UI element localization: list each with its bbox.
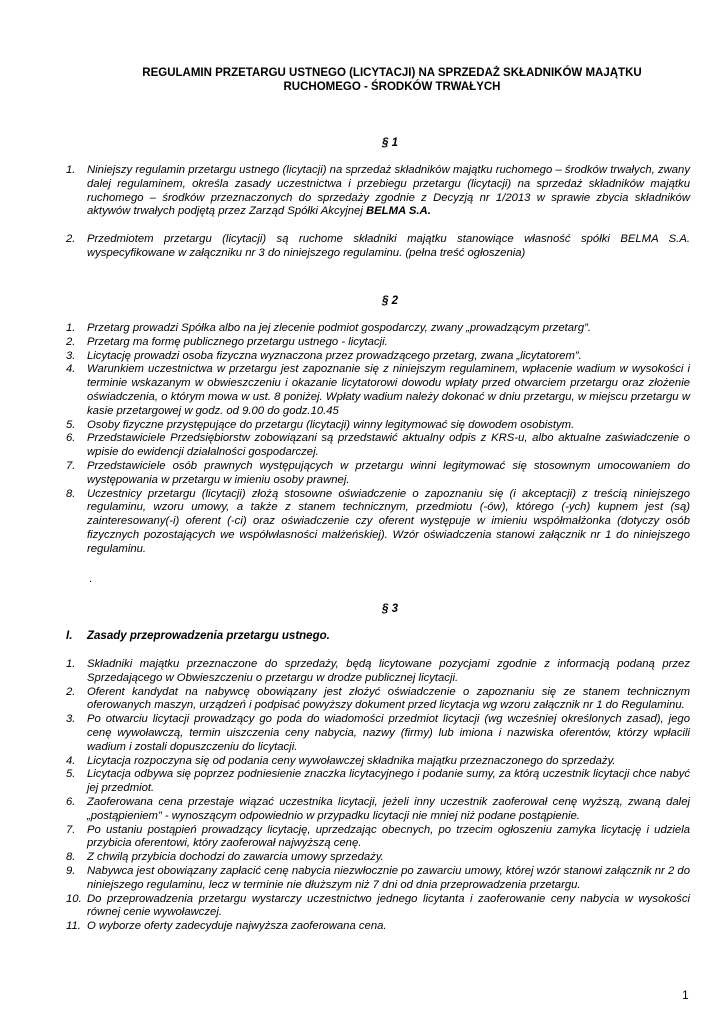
item-text: Nabywca jest obowiązany zapłacić cenę nabycia niezwłocznie po zawarciu umowy, której wzór stanowi załącznik nr 2 do niniejszego regulaminu, lecz w terminie nie dłuższym niż 7 dni od dnia przeprowadzenia przetargu. bbox=[87, 864, 690, 891]
section-2-list bbox=[66, 322, 690, 557]
item-number: 1. bbox=[66, 658, 76, 670]
item-text: Licytację prowadzi osoba fizyczna wyznaczona przez prowadzącego przetarg, zwana „licytatorem”. bbox=[87, 349, 582, 362]
item-text: Przedstawiciele osób prawnych występujących w przetargu winni legitymować się stosownym umocowaniem do występowania w przetargu w imieniu osoby prawnej. bbox=[87, 459, 690, 486]
item-text: Przedmiotem przetargu (licytacji) są ruchome składniki majątku stanowiące własność spółki BELMA S.A. wyspecyfikowane w załączniku nr 3 do niniejszego regulaminu. (pełna treść ogłoszenia) bbox=[87, 233, 690, 259]
item-number: 11. bbox=[66, 920, 81, 933]
item-text: Po ustaniu postąpień prowadzący licytację, uprzedzając obecnych, po trzecim ogłoszeniu zamyka licytację i udziela przybicia oferentowi, który zaoferował najwyższą cenę. bbox=[87, 823, 690, 850]
item-text: Po otwarciu licytacji prowadzący go poda do wiadomości przedmiot licytacji (wg wcześniej określonych zasad), jego cenę wywoławczą, termin uiszczenia ceny nabycia, nazwy (firmy) lub imiona i nazwiska oferentów, którzy wpłacili wadium i zostali dopuszczeniu do licytacji. bbox=[87, 713, 690, 753]
item-number: 4. bbox=[66, 754, 76, 767]
item-text: Licytacja rozpoczyna się od podania ceny wywoławczej składnika majątku przeznaczonego do sprzedaży. bbox=[87, 754, 616, 767]
item-number: 3. bbox=[66, 713, 76, 726]
item-text: Do przeprowadzenia przetargu wystarczy uczestnictwo jednego licytanta i zaoferowanie ceny nabycia w wysokości równej cenie wywoławczej. bbox=[87, 892, 690, 919]
section-3-item bbox=[66, 658, 690, 686]
company-name: BELMA S.A. bbox=[365, 205, 431, 218]
item-number: 5. bbox=[66, 418, 76, 431]
document-title bbox=[60, 66, 724, 94]
section-3-item bbox=[66, 865, 690, 893]
subheading-number: I. bbox=[66, 630, 73, 642]
section-2-heading: § 2 bbox=[382, 295, 398, 307]
item-text: Uczestnicy przetargu (licytacji) złożą stosowne oświadczenie o zapoznaniu się (i akceptacji) z treścią niniejszego regulaminu, wzoru umowy, a także z stanem technicznym, przedmiotu (-ów), którego (-ych) kupnem jest (są) zainteresowany(-i) oferent (-ci) oraz oświadczenie czy oferent występuje w imieniu współmałżonka (dotyczy osób fizycznych pozostających we współwłasności małżeńskiej). Wzór oświadczenia stanowi załącznik nr 1 do niniejszego regulaminu. bbox=[87, 487, 690, 555]
item-text: Przetarg prowadzi Spółka albo na jej zlecenie podmiot gospodarczy, zwany „prowadzącym przetarg”. bbox=[87, 322, 592, 334]
item-text: Osoby fizyczne przystępujące do przetargu (licytacji) winny legitymować się dowodem osobistym. bbox=[87, 418, 575, 431]
section-2-item bbox=[66, 488, 690, 557]
section-2-item bbox=[66, 363, 690, 418]
title-line-2: RUCHOMEGO - ŚRODKÓW TRWAŁYCH bbox=[283, 81, 501, 93]
section-3-item bbox=[66, 755, 690, 769]
item-number: 5. bbox=[66, 768, 76, 781]
stray-dot: . bbox=[89, 573, 93, 585]
section-2-item bbox=[66, 336, 690, 350]
subheading-text: Zasady przeprowadzenia przetargu ustnego. bbox=[87, 630, 330, 642]
item-text: O wyborze oferty zadecyduje najwyższa zaoferowana cena. bbox=[87, 920, 387, 933]
item-text: Z chwilą przybicia dochodzi do zawarcia umowy sprzedaży. bbox=[87, 851, 384, 864]
section-2-item bbox=[66, 419, 690, 433]
item-number: 3. bbox=[66, 349, 76, 362]
item-number: 7. bbox=[66, 459, 76, 472]
section-2-item bbox=[66, 460, 690, 488]
page-number: 1 bbox=[682, 988, 689, 1002]
section-3-item bbox=[66, 768, 690, 796]
section-3-item bbox=[66, 796, 690, 824]
item-number: 6. bbox=[66, 432, 76, 445]
item-text: Zaoferowana cena przestaje wiązać uczestnika licytacji, jeżeli inny uczestnik zaoferował cenę wyższą, zwaną dalej „postąpieniem” - wynoszącym odpowiednio w przypadku licytacji nie mniej niż podane postąpienie. bbox=[87, 795, 690, 822]
section-3-list bbox=[66, 658, 690, 934]
section-3-item bbox=[66, 713, 690, 754]
section-2-item bbox=[66, 350, 690, 364]
item-number: 2. bbox=[66, 335, 76, 348]
item-number: 1. bbox=[66, 322, 76, 334]
section-1-heading: § 1 bbox=[382, 137, 398, 149]
item-number: 6. bbox=[66, 795, 76, 808]
section-3-item bbox=[66, 851, 690, 865]
section-2-item bbox=[66, 322, 690, 336]
item-number: 8. bbox=[66, 851, 76, 864]
item-number: 2. bbox=[66, 233, 76, 246]
item-text: Składniki majątku przeznaczone do sprzedaży, będą licytowane pozycjami zgodnie z informacją podaną przez Sprzedającego w Obwieszczeniu o przetargu w drodze publicznej licytacji. bbox=[87, 658, 690, 684]
item-text: Niniejszy regulamin przetargu ustnego (licytacji) na sprzedaż składników majątku ruchomego – środków trwałych, zwany dalej regulaminem, określa zasady uczestnictwa i przebiegu przetargu (licytacji) na sprzedaż składników majątku ruchomego – środków przeznaczonych do sprzedaży zgodnie z Decyzją nr 1/2013 w sprawie zbycia składników aktywów trwałych podjętą przez Zarząd Spółki Akcyjnej bbox=[87, 164, 690, 218]
item-number: 8. bbox=[66, 487, 76, 500]
section-3-item bbox=[66, 824, 690, 852]
item-text: Oferent kandydat na nabywcę obowiązany jest złożyć oświadczenie o zapoznaniu się ze stanem technicznym oferowanych maszyn, urządzeń i podpisać powyższy dokument przed licytacja wg wzoru załącznik nr 1 do Regulaminu. bbox=[87, 685, 690, 712]
section-3-subheading bbox=[66, 629, 330, 643]
item-number: 9. bbox=[66, 864, 76, 877]
section-3-heading: § 3 bbox=[382, 603, 398, 615]
title-line-1: REGULAMIN PRZETARGU USTNEGO (LICYTACJI) NA SPRZEDAŻ SKŁADNIKÓW MAJĄTKU bbox=[142, 67, 642, 79]
item-text: Przetarg ma formę publicznego przetargu ustnego - licytacji. bbox=[87, 335, 388, 348]
section-3-item bbox=[66, 893, 690, 921]
section-2-item bbox=[66, 432, 690, 460]
section-1-list bbox=[66, 164, 690, 261]
item-number: 2. bbox=[66, 685, 76, 698]
item-text: Warunkiem uczestnictwa w przetargu jest zapoznanie się z niniejszym regulaminem, wpłacenie wadium w wysokości i terminie wskazanym w obwieszczeniu i okazanie licytatorowi dowodu wpłaty przed otwarciem przetargu oraz złożenie oświadczenia, o którym mowa w ust. 8 poniżej. Wpłaty wadium należy dokonać w dniu przetargu, w miejscu przetargu w kasie przetargowej w godz. od 9.00 do godz.10.45 bbox=[87, 363, 690, 417]
item-number: 4. bbox=[66, 363, 76, 376]
section-3-item bbox=[66, 686, 690, 714]
item-number: 1. bbox=[66, 164, 76, 176]
item-number: 7. bbox=[66, 823, 76, 836]
section-3-item bbox=[66, 920, 690, 934]
item-text: Licytacja odbywa się poprzez podniesienie znaczka licytacyjnego i podanie sumy, za którą uczestnik licytacji chce nabyć jej przedmiot. bbox=[87, 768, 690, 795]
item-number: 10. bbox=[66, 892, 82, 905]
section-1-item bbox=[66, 233, 690, 261]
item-text: Przedstawiciele Przedsiębiorstw zobowiązani są przedstawić aktualny odpis z KRS-u, albo aktualne zaświadczenie o wpisie do ewidencji działalności gospodarczej. bbox=[87, 432, 690, 459]
section-1-item bbox=[66, 164, 690, 219]
